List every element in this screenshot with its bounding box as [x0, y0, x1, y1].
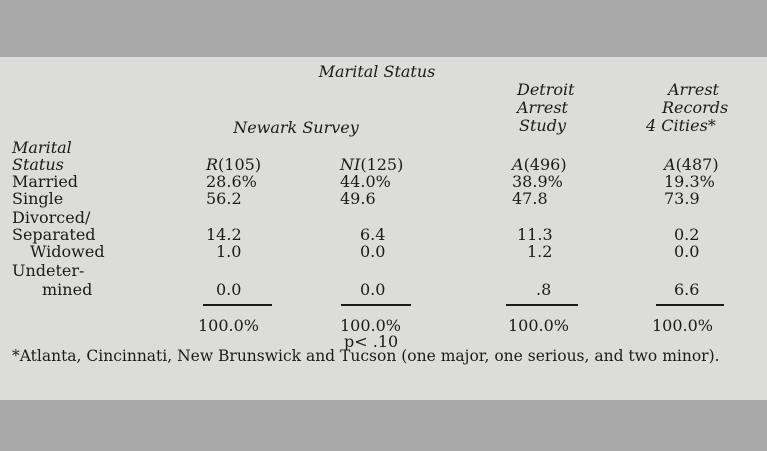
row-label-divorced-line1: Divorced/	[12, 208, 91, 227]
total-rule-r	[203, 304, 272, 306]
cell-single-a-four-cities: 73.9	[664, 189, 700, 208]
cell-married-a-detroit: 38.9%	[512, 172, 563, 191]
cell-divorced-r: 14.2	[206, 225, 242, 244]
footnote: *Atlanta, Cincinnati, New Brunswick and Tucson (one major, one serious, and two minor).	[12, 347, 720, 365]
row-header-line1: Marital	[12, 138, 72, 157]
row-label-single: Single	[12, 189, 64, 208]
cell-undetermined-ni: 0.0	[360, 280, 386, 299]
group-header-detroit-line1: Detroit	[517, 80, 575, 99]
cell-divorced-a-four-cities: 0.2	[674, 225, 700, 244]
column-header-ni: NI(125)	[340, 155, 404, 174]
total-rule-a-detroit	[506, 304, 578, 306]
table-page	[0, 57, 767, 400]
significance-note: p< .10	[344, 332, 399, 351]
table-title: Marital Status	[318, 62, 436, 81]
group-header-detroit-line3: Study	[519, 116, 566, 135]
row-label-divorced-line2: Separated	[12, 225, 96, 244]
column-header-r: R(105)	[206, 155, 262, 174]
group-header-arrest-records-line1: Arrest	[668, 80, 719, 99]
cell-widowed-ni: 0.0	[360, 242, 386, 261]
row-header-line2: Status	[12, 155, 64, 174]
column-header-a-detroit: A(496)	[512, 155, 567, 174]
total-rule-a-four-cities	[656, 304, 724, 306]
cell-married-r: 28.6%	[206, 172, 257, 191]
group-header-arrest-records-line2: Records	[662, 98, 729, 117]
cell-undetermined-a-four-cities: 6.6	[674, 280, 700, 299]
cell-widowed-r: 1.0	[216, 242, 242, 261]
cell-undetermined-a-detroit: .8	[536, 280, 552, 299]
total-a-detroit: 100.0%	[508, 316, 570, 335]
cell-widowed-a-detroit: 1.2	[527, 242, 553, 261]
cell-single-a-detroit: 47.8	[512, 189, 548, 208]
cell-widowed-a-four-cities: 0.0	[674, 242, 700, 261]
cell-undetermined-r: 0.0	[216, 280, 242, 299]
group-header-newark-survey: Newark Survey	[233, 118, 359, 137]
group-header-arrest-records-line3: 4 Cities*	[646, 116, 716, 135]
total-r: 100.0%	[198, 316, 260, 335]
total-a-four-cities: 100.0%	[652, 316, 714, 335]
cell-married-ni: 44.0%	[340, 172, 391, 191]
column-header-a-four-cities: A(487)	[664, 155, 719, 174]
cell-single-ni: 49.6	[340, 189, 376, 208]
group-header-detroit-line2: Arrest	[517, 98, 568, 117]
row-label-undetermined-line2: mined	[42, 280, 93, 299]
row-label-undetermined-line1: Undeter-	[12, 261, 85, 280]
row-label-widowed: Widowed	[30, 242, 105, 261]
total-ni: 100.0%	[340, 316, 402, 335]
cell-married-a-four-cities: 19.3%	[664, 172, 715, 191]
cell-single-r: 56.2	[206, 189, 242, 208]
cell-divorced-a-detroit: 11.3	[517, 225, 553, 244]
cell-divorced-ni: 6.4	[360, 225, 386, 244]
total-rule-ni	[341, 304, 411, 306]
row-label-married: Married	[12, 172, 79, 191]
